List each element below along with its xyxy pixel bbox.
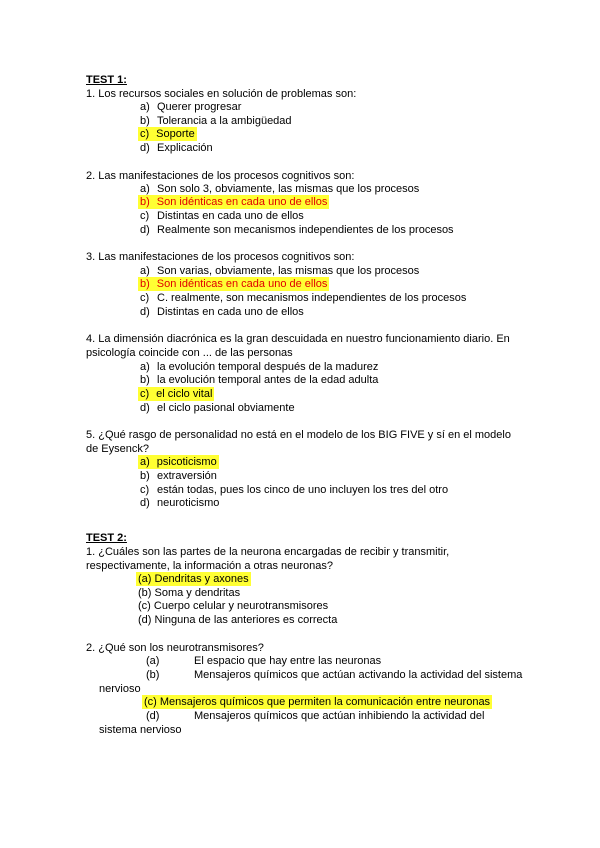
t1-q3-opt-a-letter: a) xyxy=(140,265,150,277)
t1-q5-opt-c-letter: c) xyxy=(140,484,150,496)
t2-q2-opt-d-cont: sistema nervioso xyxy=(99,724,182,736)
t1-q2-opt-c: Distintas en cada uno de ellos xyxy=(157,210,304,222)
t1-q2-opt-a: Son solo 3, obviamente, las mismas que los procesos xyxy=(157,183,420,195)
t2-q1-opt-c: (c) Cuerpo celular y neurotransmisores xyxy=(138,600,329,612)
t2-q2-opt-a: El espacio que hay entre las neuronas xyxy=(194,655,382,667)
t1-q5-opt-d: neuroticismo xyxy=(157,497,220,509)
t1-q4-opt-c-highlight xyxy=(138,387,214,401)
t1-q4-opt-c: el ciclo vital xyxy=(156,388,213,400)
t1-q3-opt-c-letter: c) xyxy=(140,292,150,304)
t2-q2-opt-b: Mensajeros químicos que actúan activando la actividad del sistema xyxy=(194,669,523,681)
t1-q5-stem-line1: 5. ¿Qué rasgo de personalidad no está en el modelo de los BIG FIVE y sí en el modelo xyxy=(86,429,511,441)
t1-q1-opt-c-highlight xyxy=(138,127,197,141)
t1-q4-opt-b-letter: b) xyxy=(140,374,150,386)
t2-q2-opt-d: Mensajeros químicos que actúan inhibiendo la actividad del xyxy=(194,710,485,722)
t2-q2-opt-b-cont: nervioso xyxy=(99,683,141,695)
t1-q5-opt-a-letter: a) xyxy=(140,456,150,468)
t2-q1-stem-line1: 1. ¿Cuáles son las partes de la neurona encargadas de recibir y transmitir, xyxy=(86,546,450,558)
t1-q5-opt-c: están todas, pues los cinco de uno incluyen los tres del otro xyxy=(157,484,449,496)
t2-q1-opt-a: (a) Dendritas y axones xyxy=(138,573,249,585)
t1-q2-stem: 2. Las manifestaciones de los procesos cognitivos son: xyxy=(86,170,355,182)
t1-q2-opt-a-letter: a) xyxy=(140,183,150,195)
t1-q5-opt-b: extraversión xyxy=(157,470,217,482)
t2-q2-opt-d-letter: (d) xyxy=(146,710,160,722)
t2-q2-stem: 2. ¿Qué son los neurotransmisores? xyxy=(86,642,264,654)
t1-q4-opt-d-letter: d) xyxy=(140,402,150,414)
t1-q2-opt-b: Son idénticas en cada uno de ellos xyxy=(156,196,328,208)
t1-q1-opt-b: Tolerancia a la ambigüedad xyxy=(157,115,292,127)
t2-q2-opt-b-letter: (b) xyxy=(146,669,160,681)
t1-q1-opt-d-letter: d) xyxy=(140,142,150,154)
t1-q5-opt-b-letter: b) xyxy=(140,470,150,482)
t1-q1-opt-d: Explicación xyxy=(157,142,213,154)
t1-q3-opt-b-highlight xyxy=(138,277,329,291)
t1-q2-opt-b-letter: b) xyxy=(140,196,150,208)
t1-q4-opt-a-letter: a) xyxy=(140,361,150,373)
t1-q2-opt-d-letter: d) xyxy=(140,224,150,236)
t1-q2-opt-d: Realmente son mecanismos independientes de los procesos xyxy=(157,224,454,236)
t1-q3-opt-d: Distintas en cada uno de ellos xyxy=(157,306,304,318)
t1-q1-opt-c: Soporte xyxy=(156,128,195,140)
t1-q3-opt-a: Son varias, obviamente, las mismas que los procesos xyxy=(157,265,420,277)
t2-q1-opt-b: (b) Soma y dendritas xyxy=(138,587,241,599)
t2-q2-opt-a-letter: (a) xyxy=(146,655,160,667)
t1-q1-opt-b-letter: b) xyxy=(140,115,150,127)
t1-q2-opt-b-highlight xyxy=(138,195,329,209)
t1-q5-opt-a: psicoticismo xyxy=(156,456,217,468)
test1-heading: TEST 1: xyxy=(86,74,127,86)
t1-q1-opt-a: Querer progresar xyxy=(157,101,242,113)
t1-q3-opt-c: C. realmente, son mecanismos independientes de los procesos xyxy=(157,292,467,304)
t1-q5-opt-a-highlight xyxy=(138,455,219,469)
t1-q5-opt-d-letter: d) xyxy=(140,497,150,509)
test2-heading: TEST 2: xyxy=(86,532,127,544)
t2-q1-stem-line2: respectivamente, la información a otras neuronas? xyxy=(86,560,334,572)
t1-q4-stem-line2: psicología coincide con ... de las personas xyxy=(86,347,293,359)
t1-q4-opt-d: el ciclo pasional obviamente xyxy=(157,402,295,414)
t1-q4-opt-b: la evolución temporal antes de la edad adulta xyxy=(157,374,379,386)
t1-q4-opt-c-letter: c) xyxy=(140,388,150,400)
t1-q1-opt-c-letter: c) xyxy=(140,128,150,140)
t1-q3-opt-b-letter: b) xyxy=(140,278,150,290)
t1-q3-stem: 3. Las manifestaciones de los procesos cognitivos son: xyxy=(86,251,355,263)
t1-q1-opt-a-letter: a) xyxy=(140,101,150,113)
t1-q4-opt-a: la evolución temporal después de la madurez xyxy=(157,361,379,373)
t1-q4-stem-line1: 4. La dimensión diacrónica es la gran descuidada en nuestro funcionamiento diario. En xyxy=(86,333,510,345)
t1-q3-opt-d-letter: d) xyxy=(140,306,150,318)
t1-q5-stem-line2: de Eysenck? xyxy=(86,443,149,455)
t1-q1-stem: 1. Los recursos sociales en solución de problemas son: xyxy=(86,88,357,100)
t1-q3-opt-b: Son idénticas en cada uno de ellos xyxy=(156,278,328,290)
t1-q2-opt-c-letter: c) xyxy=(140,210,150,222)
t2-q1-opt-d: (d) Ninguna de las anteriores es correcta xyxy=(138,614,338,626)
t2-q2-opt-c: (c) Mensajeros químicos que permiten la comunicación entre neuronas xyxy=(144,696,491,708)
